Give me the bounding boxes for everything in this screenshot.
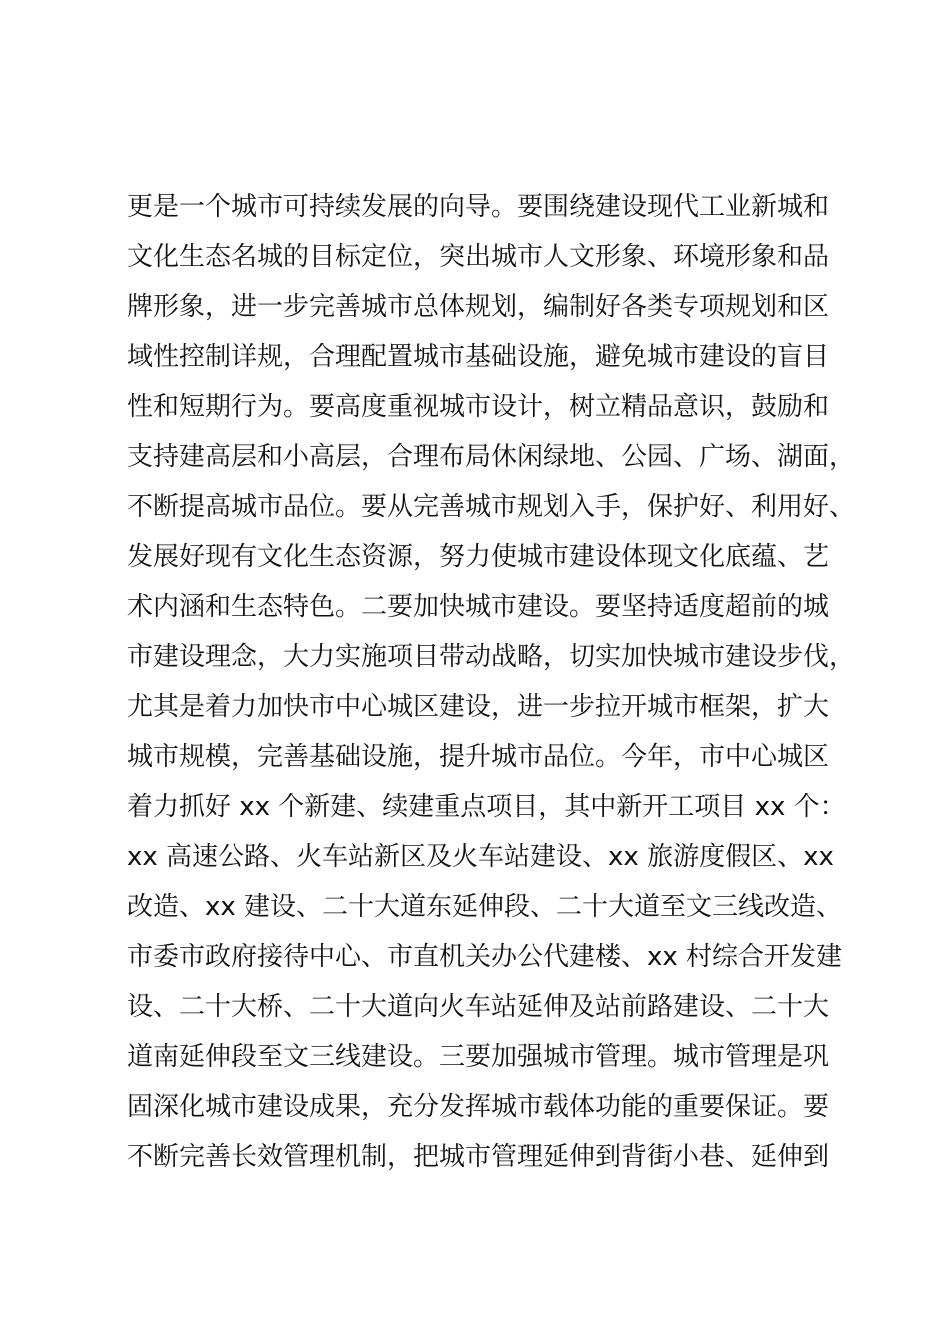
- text-line: 尤其是着力加快市中心城区建设，进一步拉开城市框架，扩大: [127, 692, 830, 722]
- text-line: 性和短期行为。要高度重视城市设计，树立精品意识，鼓励和: [127, 392, 830, 422]
- text-line: 更是一个城市可持续发展的向导。要围绕建设现代工业新城和: [127, 192, 830, 222]
- text-line: 城市规模，完善基础设施，提升城市品位。今年，市中心城区: [127, 742, 830, 772]
- text-line: xx 高速公路、火车站新区及火车站建设、xx 旅游度假区、xx: [127, 842, 834, 872]
- text-line: 不断提高城市品位。要从完善城市规划入手，保护好、利用好、: [127, 492, 856, 522]
- text-line: 固深化城市建设成果，充分发挥城市载体功能的重要保证。要: [127, 1092, 830, 1122]
- text-line: 文化生态名城的目标定位，突出城市人文形象、环境形象和品: [127, 242, 830, 272]
- text-line: 道南延伸段至文三线建设。三要加强城市管理。城市管理是巩: [127, 1042, 830, 1072]
- text-line: 市建设理念，大力实施项目带动战略，切实加快城市建设步伐，: [127, 642, 856, 672]
- text-line: 发展好现有文化生态资源，努力使城市建设体现文化底蕴、艺: [127, 542, 830, 572]
- text-line: 设、二十大桥、二十大道向火车站延伸及站前路建设、二十大: [127, 992, 830, 1022]
- body-text: [127, 182, 856, 1182]
- text-line: 支持建高层和小高层，合理布局休闲绿地、公园、广场、湖面，: [127, 442, 856, 472]
- text-line: 着力抓好 xx 个新建、续建重点项目，其中新开工项目 xx 个：: [127, 792, 846, 822]
- text-line: 术内涵和生态特色。二要加快城市建设。要坚持适度超前的城: [127, 592, 830, 622]
- text-line: 市委市政府接待中心、市直机关办公代建楼、xx 村综合开发建: [127, 942, 843, 972]
- text-line: 域性控制详规，合理配置城市基础设施，避免城市建设的盲目: [127, 342, 830, 372]
- text-line: 不断完善长效管理机制，把城市管理延伸到背街小巷、延伸到: [127, 1142, 830, 1172]
- text-line: 牌形象，进一步完善城市总体规划，编制好各类专项规划和区: [127, 292, 830, 322]
- text-line: 改造、xx 建设、二十大道东延伸段、二十大道至文三线改造、: [127, 892, 843, 922]
